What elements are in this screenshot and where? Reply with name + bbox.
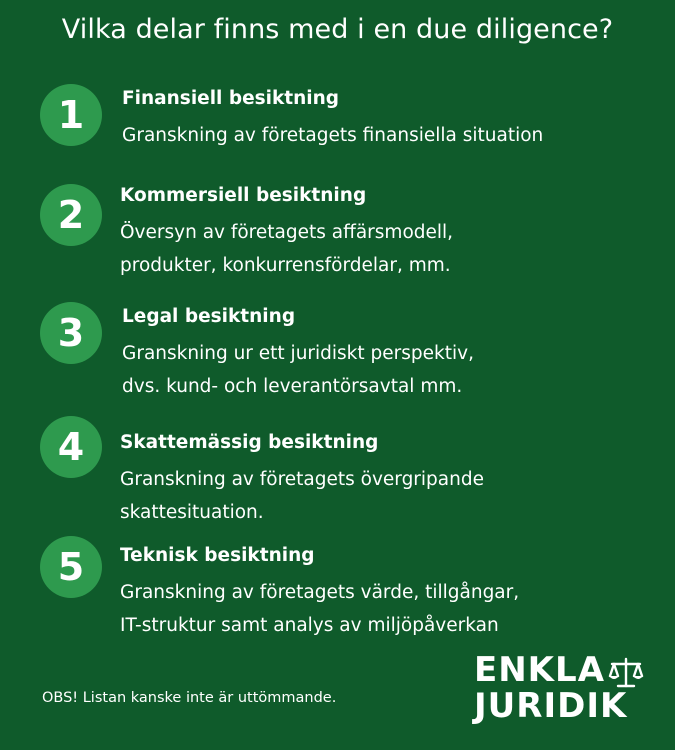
item-title: Teknisk besiktning xyxy=(120,545,315,566)
item-text xyxy=(122,305,642,403)
item-title: Legal besiktning xyxy=(122,306,296,327)
description-line: Granskning ur ett juridiskt perspektiv, xyxy=(122,343,474,364)
item-description xyxy=(122,119,642,152)
item-description xyxy=(120,576,640,642)
number-badge: 4 xyxy=(40,416,102,478)
item-title: Skattemässig besiktning xyxy=(120,432,379,453)
description-line: Granskning av företagets värde, tillgångar, xyxy=(120,582,520,603)
number-badge: 2 xyxy=(40,184,102,246)
item-text xyxy=(120,184,640,282)
number-badge: 5 xyxy=(40,536,102,598)
scales-of-justice-icon xyxy=(608,656,644,690)
description-line: skattesituation. xyxy=(120,502,264,523)
item-text xyxy=(120,544,640,642)
item-description xyxy=(120,463,640,529)
description-line: produkter, konkurrensfördelar, mm. xyxy=(120,255,451,276)
description-line: Granskning av företagets finansiella situation xyxy=(122,125,544,146)
description-line: Översyn av företagets affärsmodell, xyxy=(120,222,454,243)
logo-line-1: ENKLA xyxy=(474,650,606,690)
description-line: IT-struktur samt analys av miljöpåverkan xyxy=(120,615,499,636)
logo xyxy=(474,652,654,730)
disclaimer-note: OBS! Listan kanske inte är uttömmande. xyxy=(42,690,337,706)
logo-line-2: JURIDIK xyxy=(474,686,628,726)
number-badge: 3 xyxy=(40,302,102,364)
number-badge: 1 xyxy=(40,84,102,146)
item-title: Kommersiell besiktning xyxy=(120,185,367,206)
page-title: Vilka delar finns med i en due diligence? xyxy=(61,14,614,45)
item-description xyxy=(122,337,642,403)
description-line: Granskning av företagets övergripande xyxy=(120,469,484,490)
item-text xyxy=(122,87,642,152)
item-description xyxy=(120,216,640,282)
item-text xyxy=(120,431,640,529)
description-line: dvs. kund- och leverantörsavtal mm. xyxy=(122,376,463,397)
item-title: Finansiell besiktning xyxy=(122,88,340,109)
